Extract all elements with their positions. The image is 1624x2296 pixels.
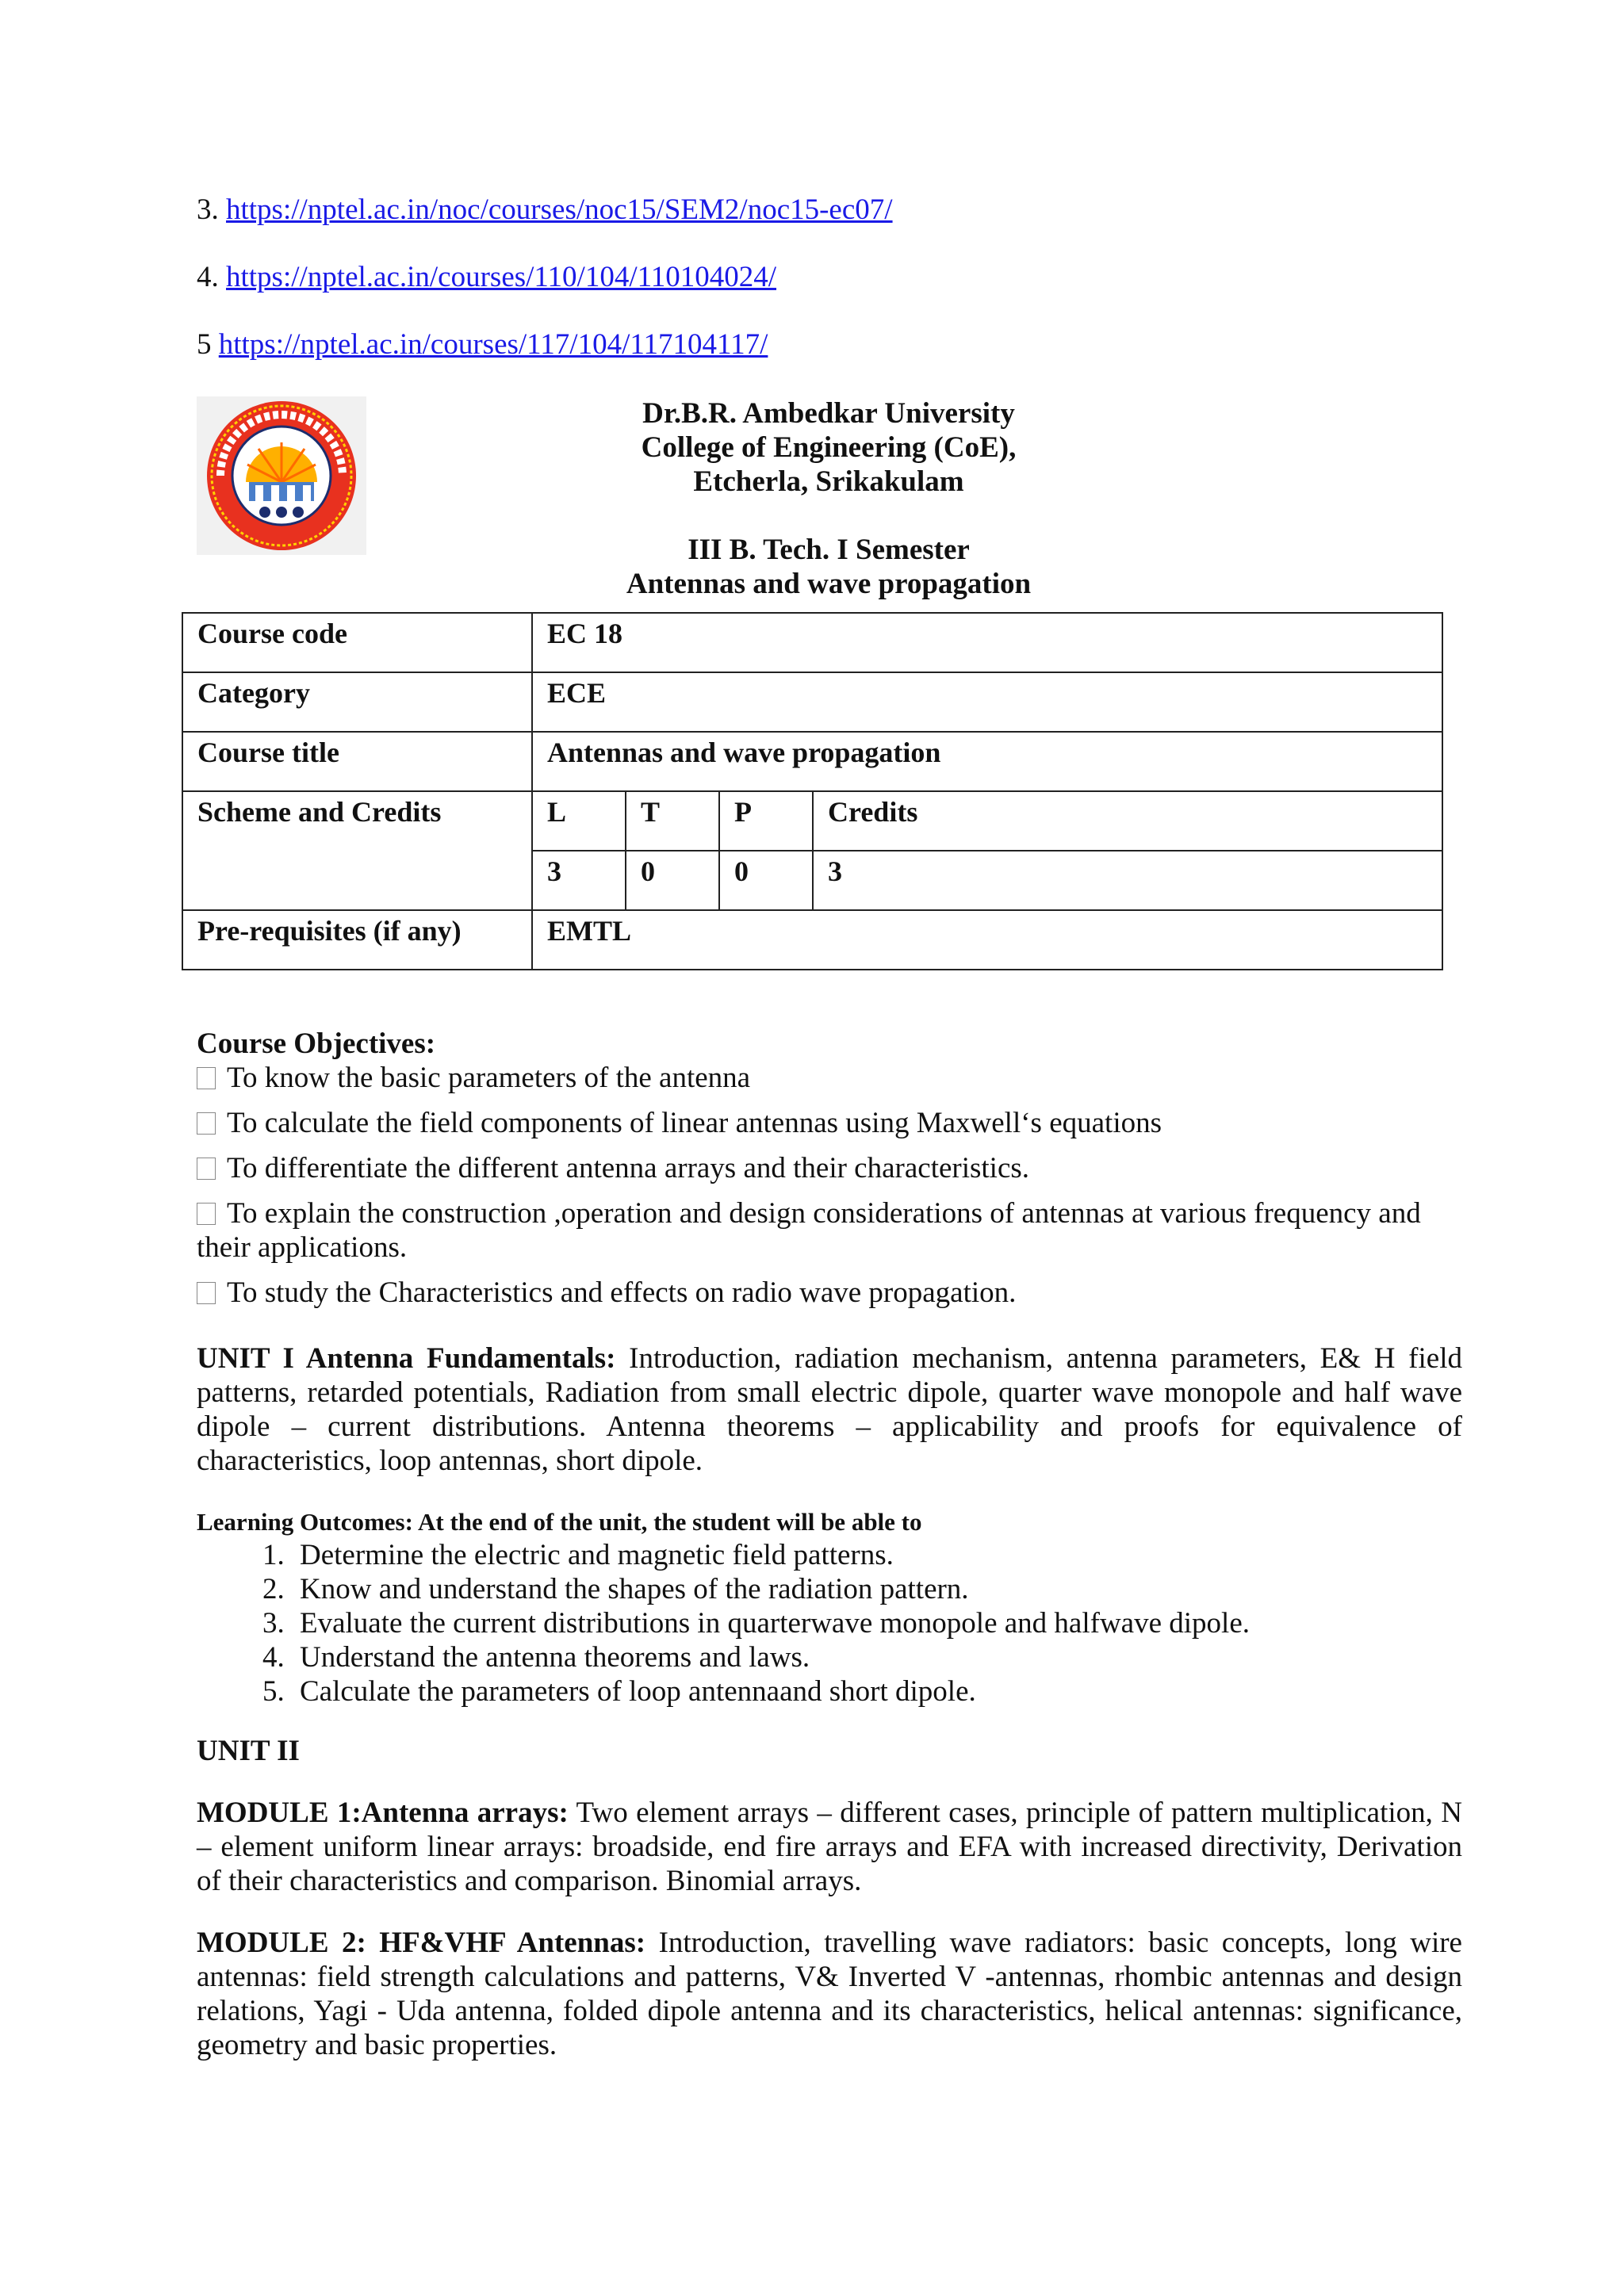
objectives-title: Course Objectives: [197,1027,436,1060]
learning-outcomes-list [197,1538,1462,1709]
unit-2-heading: UNIT II [197,1735,300,1767]
module-1-text: Two element arrays – different cases, principle of pattern multiplication, N – element uniform linear arrays: broadside, end fire arrays and EFA with increased directivity, Derivation of their characteristics and comparison. Binomial arrays. [197,1797,1462,1897]
objective-item: To calculate the field components of linear antennas using Maxwell‘s equations [197,1106,1462,1140]
reference-item [197,328,893,362]
reference-number: 3. [197,193,219,226]
unit-1-heading: UNIT I Antenna Fundamentals: [197,1342,616,1375]
table-cell: 3 [532,851,626,910]
reference-link[interactable]: https://nptel.ac.in/courses/110/104/110104024/ [226,261,777,293]
college-name: College of Engineering (CoE), [641,431,1017,464]
list-item: 3. Evaluate the current distributions in quarterwave monopole and halfwave dipole. [292,1606,1462,1640]
reference-item [197,261,893,294]
course-info-table [182,612,1443,970]
module-1-paragraph [197,1796,1462,1898]
reference-number: 5 [197,328,212,361]
list-item: 4. Understand the antenna theorems and laws. [292,1640,1462,1674]
objective-item: To explain the construction ,operation and design considerations of antennas at various frequency and their applications. [197,1197,1421,1264]
table-cell: Scheme and Credits [182,791,532,910]
reference-link[interactable]: https://nptel.ac.in/noc/courses/noc15/SEM2/noc15-ec07/ [226,193,893,226]
objective-item: To know the basic parameters of the antenna [197,1061,1462,1095]
reference-link[interactable]: https://nptel.ac.in/courses/117/104/117104117/ [218,328,768,361]
module-1-heading: MODULE 1:Antenna arrays: [197,1797,569,1829]
table-row [182,732,1442,791]
reference-list [197,193,893,396]
table-cell: T [626,791,719,851]
module-2-heading: MODULE 2: HF&VHF Antennas: [197,1927,646,1959]
unit-1-text: Introduction, radiation mechanism, antenna parameters, E& H field patterns, retarded potentials, Radiation from small electric dipole, quarter wave monopole and half wave dipole – current distributions. Antenna theorems – applicability and proofs for equivalence of characteristics, loop antennas, short dipole. [197,1342,1462,1477]
list-item: 1. Determine the electric and magnetic field patterns. [292,1538,1462,1572]
table-cell: Course title [182,732,532,791]
table-cell: Category [182,672,532,732]
objective-item: To study the Characteristics and effects on radio wave propagation. [197,1276,1462,1310]
table-row [182,672,1442,732]
table-cell: Credits [813,791,1442,851]
learning-outcomes-title: Learning Outcomes: At the end of the unit, the student will be able to [197,1508,922,1536]
document-header [508,396,1150,601]
module-2-paragraph [197,1926,1462,2062]
college-location: Etcherla, Srikakulam [693,465,964,498]
table-cell: 0 [626,851,719,910]
list-item: 2. Know and understand the shapes of the radiation pattern. [292,1572,1462,1606]
unit-1-paragraph [197,1341,1462,1478]
list-item: 5. Calculate the parameters of loop antennaand short dipole. [292,1674,1462,1709]
reference-item [197,193,893,227]
subject-title: Antennas and wave propagation [626,568,1032,600]
bullet-box-icon [197,1203,216,1225]
semester-label: III B. Tech. I Semester [688,534,970,566]
table-cell: Pre-requisites (if any) [182,910,532,970]
table-cell: EC 18 [532,613,1442,672]
table-cell: Course code [182,613,532,672]
table-row [182,791,1442,851]
university-name: Dr.B.R. Ambedkar University [642,397,1015,430]
table-cell: Antennas and wave propagation [532,732,1442,791]
bullet-box-icon [197,1067,216,1089]
bullet-box-icon [197,1282,216,1304]
table-cell: ECE [532,672,1442,732]
table-cell: 0 [719,851,813,910]
bullet-box-icon [197,1158,216,1180]
table-cell: EMTL [532,910,1442,970]
table-row [182,910,1442,970]
table-cell: 3 [813,851,1442,910]
table-cell: L [532,791,626,851]
reference-number: 4. [197,261,219,293]
university-seal-icon [197,396,366,555]
university-logo [197,396,366,555]
bullet-box-icon [197,1112,216,1135]
module-2-text: Introduction, travelling wave radiators: basic concepts, long wire antennas: field strength calculations and patterns, V& Inverted V -antennas, rhombic antennas and design relations, Yagi - Uda antenna, folded dipole antenna and its characteristics, helical antennas: significance, geometry and basic properties. [197,1927,1462,2061]
table-cell: P [719,791,813,851]
syllabus-body [197,1027,1462,2062]
table-row [182,613,1442,672]
objective-item: To differentiate the different antenna arrays and their characteristics. [197,1151,1462,1185]
